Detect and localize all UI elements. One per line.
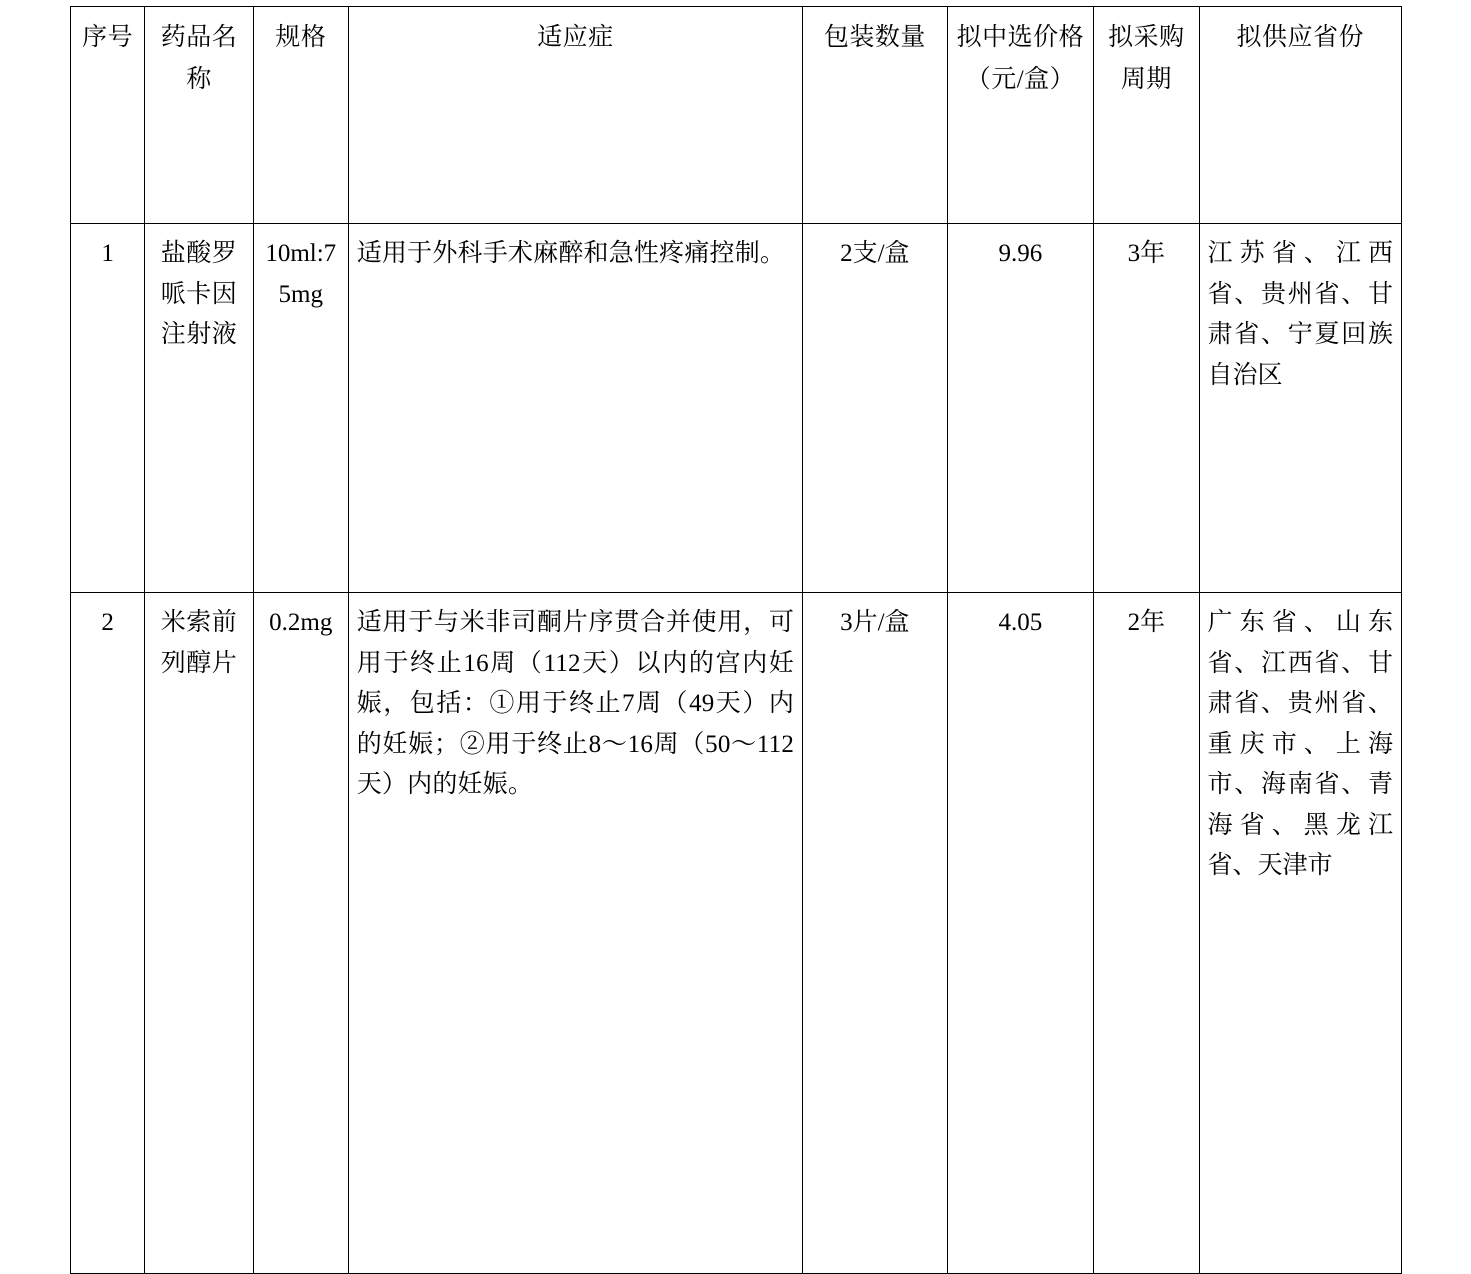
table-body [71, 224, 1402, 1274]
column-header-proposed-price [947, 7, 1094, 224]
column-header-drug-name-label: 药品名称 [160, 24, 238, 93]
cell-proposed-price: 9.96 [947, 224, 1094, 593]
cell-seq: 2 [71, 593, 145, 1274]
cell-package-quantity: 2支/盒 [803, 224, 948, 593]
column-header-proposed-price-label: 拟中选价格（元/盒） [956, 24, 1085, 93]
column-header-package-quantity-label: 包装数量 [823, 24, 926, 51]
cell-indication: 适用于外科手术麻醉和急性疼痛控制。 [348, 224, 802, 593]
cell-indication: 适用于与米非司酮片序贯合并使用，可用于终止16周（112天）以内的宫内妊娠，包括：①用于终止7周（49天）内的妊娠；②用于终止8～16周（50～112天）内的妊娠。 [348, 593, 802, 1274]
column-header-supply-provinces [1199, 7, 1401, 224]
column-header-purchase-cycle [1094, 7, 1199, 224]
cell-proposed-price: 4.05 [947, 593, 1094, 1274]
table-row [71, 224, 1402, 593]
cell-supply-provinces: 广东省、山东省、江西省、甘肃省、贵州省、重庆市、上海市、海南省、青海省、黑龙江省、天津市 [1199, 593, 1401, 1274]
column-header-specification [253, 7, 348, 224]
table-header-row [71, 7, 1402, 224]
cell-drug-name: 盐酸罗哌卡因注射液 [145, 224, 253, 593]
table-header [71, 7, 1402, 224]
cell-supply-provinces: 江苏省、江西省、贵州省、甘肃省、宁夏回族自治区 [1199, 224, 1401, 593]
cell-seq: 1 [71, 224, 145, 593]
column-header-drug-name [145, 7, 253, 224]
column-header-indication-label: 适应症 [537, 24, 614, 51]
column-header-seq [71, 7, 145, 224]
cell-purchase-cycle: 3年 [1094, 224, 1199, 593]
column-header-package-quantity [803, 7, 948, 224]
cell-specification: 10ml:75mg [253, 224, 348, 593]
column-header-supply-provinces-label: 拟供应省份 [1236, 24, 1365, 51]
table-row [71, 593, 1402, 1274]
cell-drug-name: 米索前列醇片 [145, 593, 253, 1274]
cell-specification: 0.2mg [253, 593, 348, 1274]
cell-purchase-cycle: 2年 [1094, 593, 1199, 1274]
column-header-indication [348, 7, 802, 224]
column-header-specification-label: 规格 [275, 24, 327, 51]
column-header-seq-label: 序号 [82, 24, 134, 51]
column-header-purchase-cycle-label: 拟采购周期 [1108, 24, 1185, 93]
cell-package-quantity: 3片/盒 [803, 593, 948, 1274]
drug-procurement-table [70, 6, 1402, 1274]
